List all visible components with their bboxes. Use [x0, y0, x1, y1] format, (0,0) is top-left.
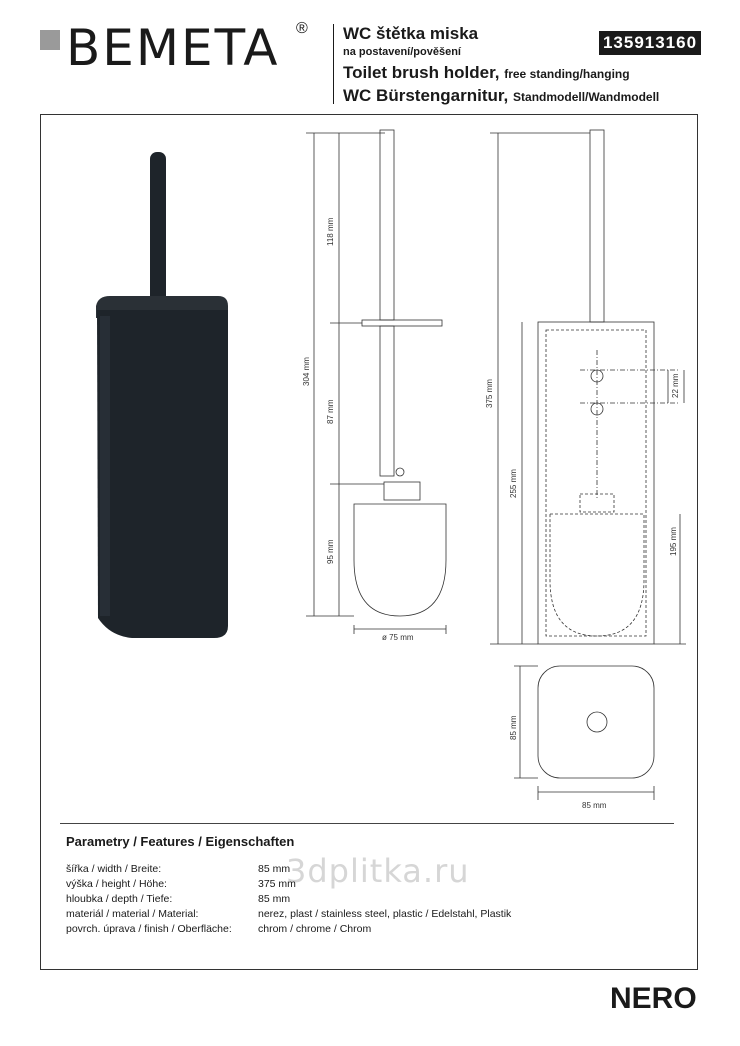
feature-row — [66, 877, 511, 892]
feature-label: materiál / material / Material: — [66, 908, 199, 920]
dim-304: 304 mm — [302, 357, 311, 386]
feature-value: 375 mm — [258, 878, 296, 890]
feature-row — [66, 922, 511, 937]
top-view-drawing — [514, 666, 654, 800]
product-code-badge: 135913160 — [599, 31, 701, 55]
dim-118: 118 mm — [326, 217, 335, 246]
collection-name: NERO — [610, 982, 697, 1015]
dim-87: 87 mm — [326, 399, 335, 424]
features-table — [66, 862, 511, 937]
dim-375: 375 mm — [485, 379, 494, 408]
dim-195: 195 mm — [669, 527, 678, 556]
subtitle-en: free standing/hanging — [504, 67, 630, 81]
feature-label: hloubka / depth / Tiefe: — [66, 893, 173, 905]
features-divider — [60, 823, 674, 824]
watermark: 3dplitka.ru — [286, 852, 470, 890]
dim-85-vertical: 85 mm — [509, 715, 518, 740]
feature-row — [66, 892, 511, 907]
subtitle-de: Standmodell/Wandmodell — [513, 90, 660, 104]
dim-95: 95 mm — [326, 539, 335, 564]
dim-255: 255 mm — [509, 469, 518, 498]
subtitle-cz: na postavení/pověšení — [343, 46, 461, 58]
feature-value: nerez, plast / stainless steel, plastic / Edelstahl, Plastik — [258, 908, 512, 920]
side-view-drawing — [490, 130, 686, 644]
feature-row — [66, 907, 511, 922]
feature-label: výška / height / Höhe: — [66, 878, 167, 890]
feature-value: chrom / chrome / Chrom — [258, 923, 372, 935]
dim-22: 22 mm — [671, 373, 680, 398]
dim-85-horizontal: 85 mm — [582, 801, 607, 810]
features-title: Parametry / Features / Eigenschaften — [66, 834, 295, 849]
feature-label: šířka / width / Breite: — [66, 863, 162, 875]
title-cz: WC štětka miska — [343, 24, 479, 43]
feature-value: 85 mm — [258, 893, 291, 905]
title-en: Toilet brush holder, free standing/hanging — [343, 63, 630, 82]
feature-row — [66, 862, 511, 877]
registered-mark: ® — [296, 20, 308, 37]
dim-diameter-75: ø 75 mm — [382, 633, 414, 642]
brand-logo: BEMETA — [66, 19, 280, 77]
product-photo — [96, 152, 228, 638]
feature-value: 85 mm — [258, 863, 291, 875]
title-de: WC Bürstengarnitur, Standmodell/Wandmodell — [343, 86, 660, 105]
feature-label: povrch. úprava / finish / Oberfläche: — [66, 923, 232, 935]
